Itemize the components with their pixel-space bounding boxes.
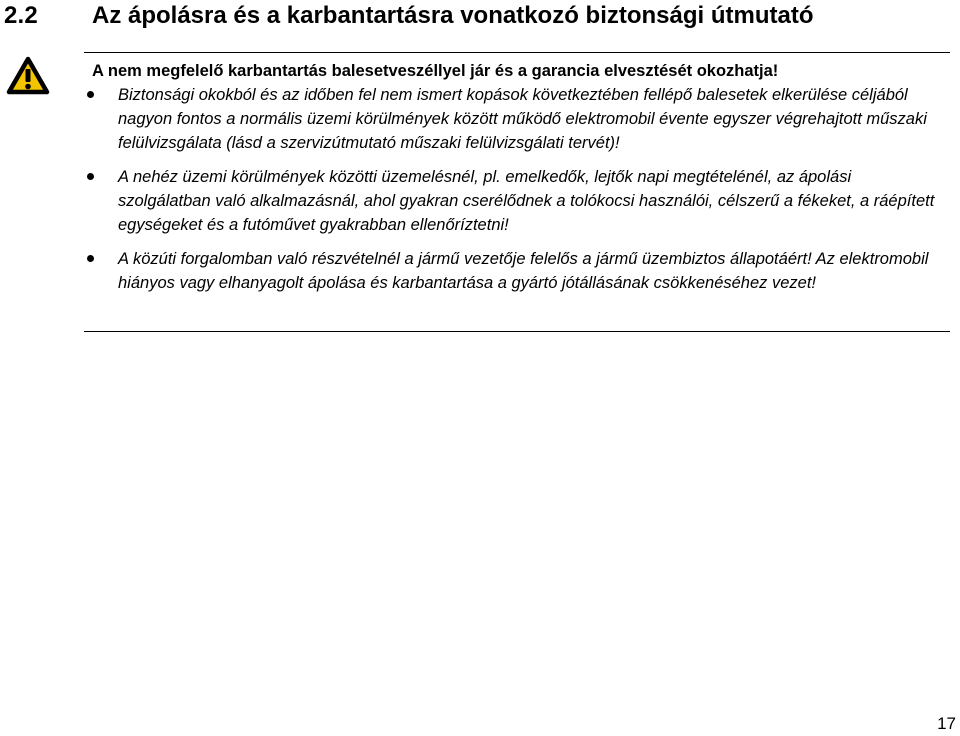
divider-top — [84, 52, 950, 53]
page-number: 17 — [937, 714, 956, 733]
bullet-text: A közúti forgalomban való részvételnél a jármű vezetője felelős a jármű üzembiztos állapotáért! Az elektromobil hiányos vagy elhanyagolt ápolása és karbantartása a gyártó jótállásának csökkenéséhez vezet! — [118, 250, 929, 292]
list-item — [84, 165, 940, 237]
section-heading — [0, 0, 960, 40]
list-item — [84, 247, 940, 295]
section-number: 2.2 — [4, 2, 38, 29]
warning-triangle-icon — [6, 56, 50, 96]
warning-intro: A nem megfelelő karbantartás balesetveszéllyel jár és a garancia elvesztését okozhatja! — [92, 62, 779, 80]
divider-bottom — [84, 331, 950, 332]
bullet-icon — [87, 91, 94, 98]
list-item — [84, 83, 940, 155]
safety-bullet-list — [84, 83, 940, 305]
bullet-icon — [87, 255, 94, 262]
bullet-icon — [87, 173, 94, 180]
bullet-text: Biztonsági okokból és az időben fel nem ismert kopások következtében fellépő balesetek elkerülése céljából nagyon fontos a normális üzemi körülmények között működő elektromobil évente egyszer végrehajtott műszaki felülvizsgálata (lásd a szervizútmutató műszaki felülvizsgálati tervét)! — [118, 86, 927, 152]
bullet-text: A nehéz üzemi körülmények közötti üzemelésnél, pl. emelkedők, lejtők napi megtételénél, az ápolási szolgálatban való alkalmazásnál, ahol gyakran cserélődnek a tolókocsi használói, célszerű a fékeket, a ráépített egységeket és a futóművet gyakrabban ellenőríztetni! — [118, 168, 935, 234]
section-title: Az ápolásra és a karbantartásra vonatkozó biztonsági útmutató — [92, 2, 814, 29]
